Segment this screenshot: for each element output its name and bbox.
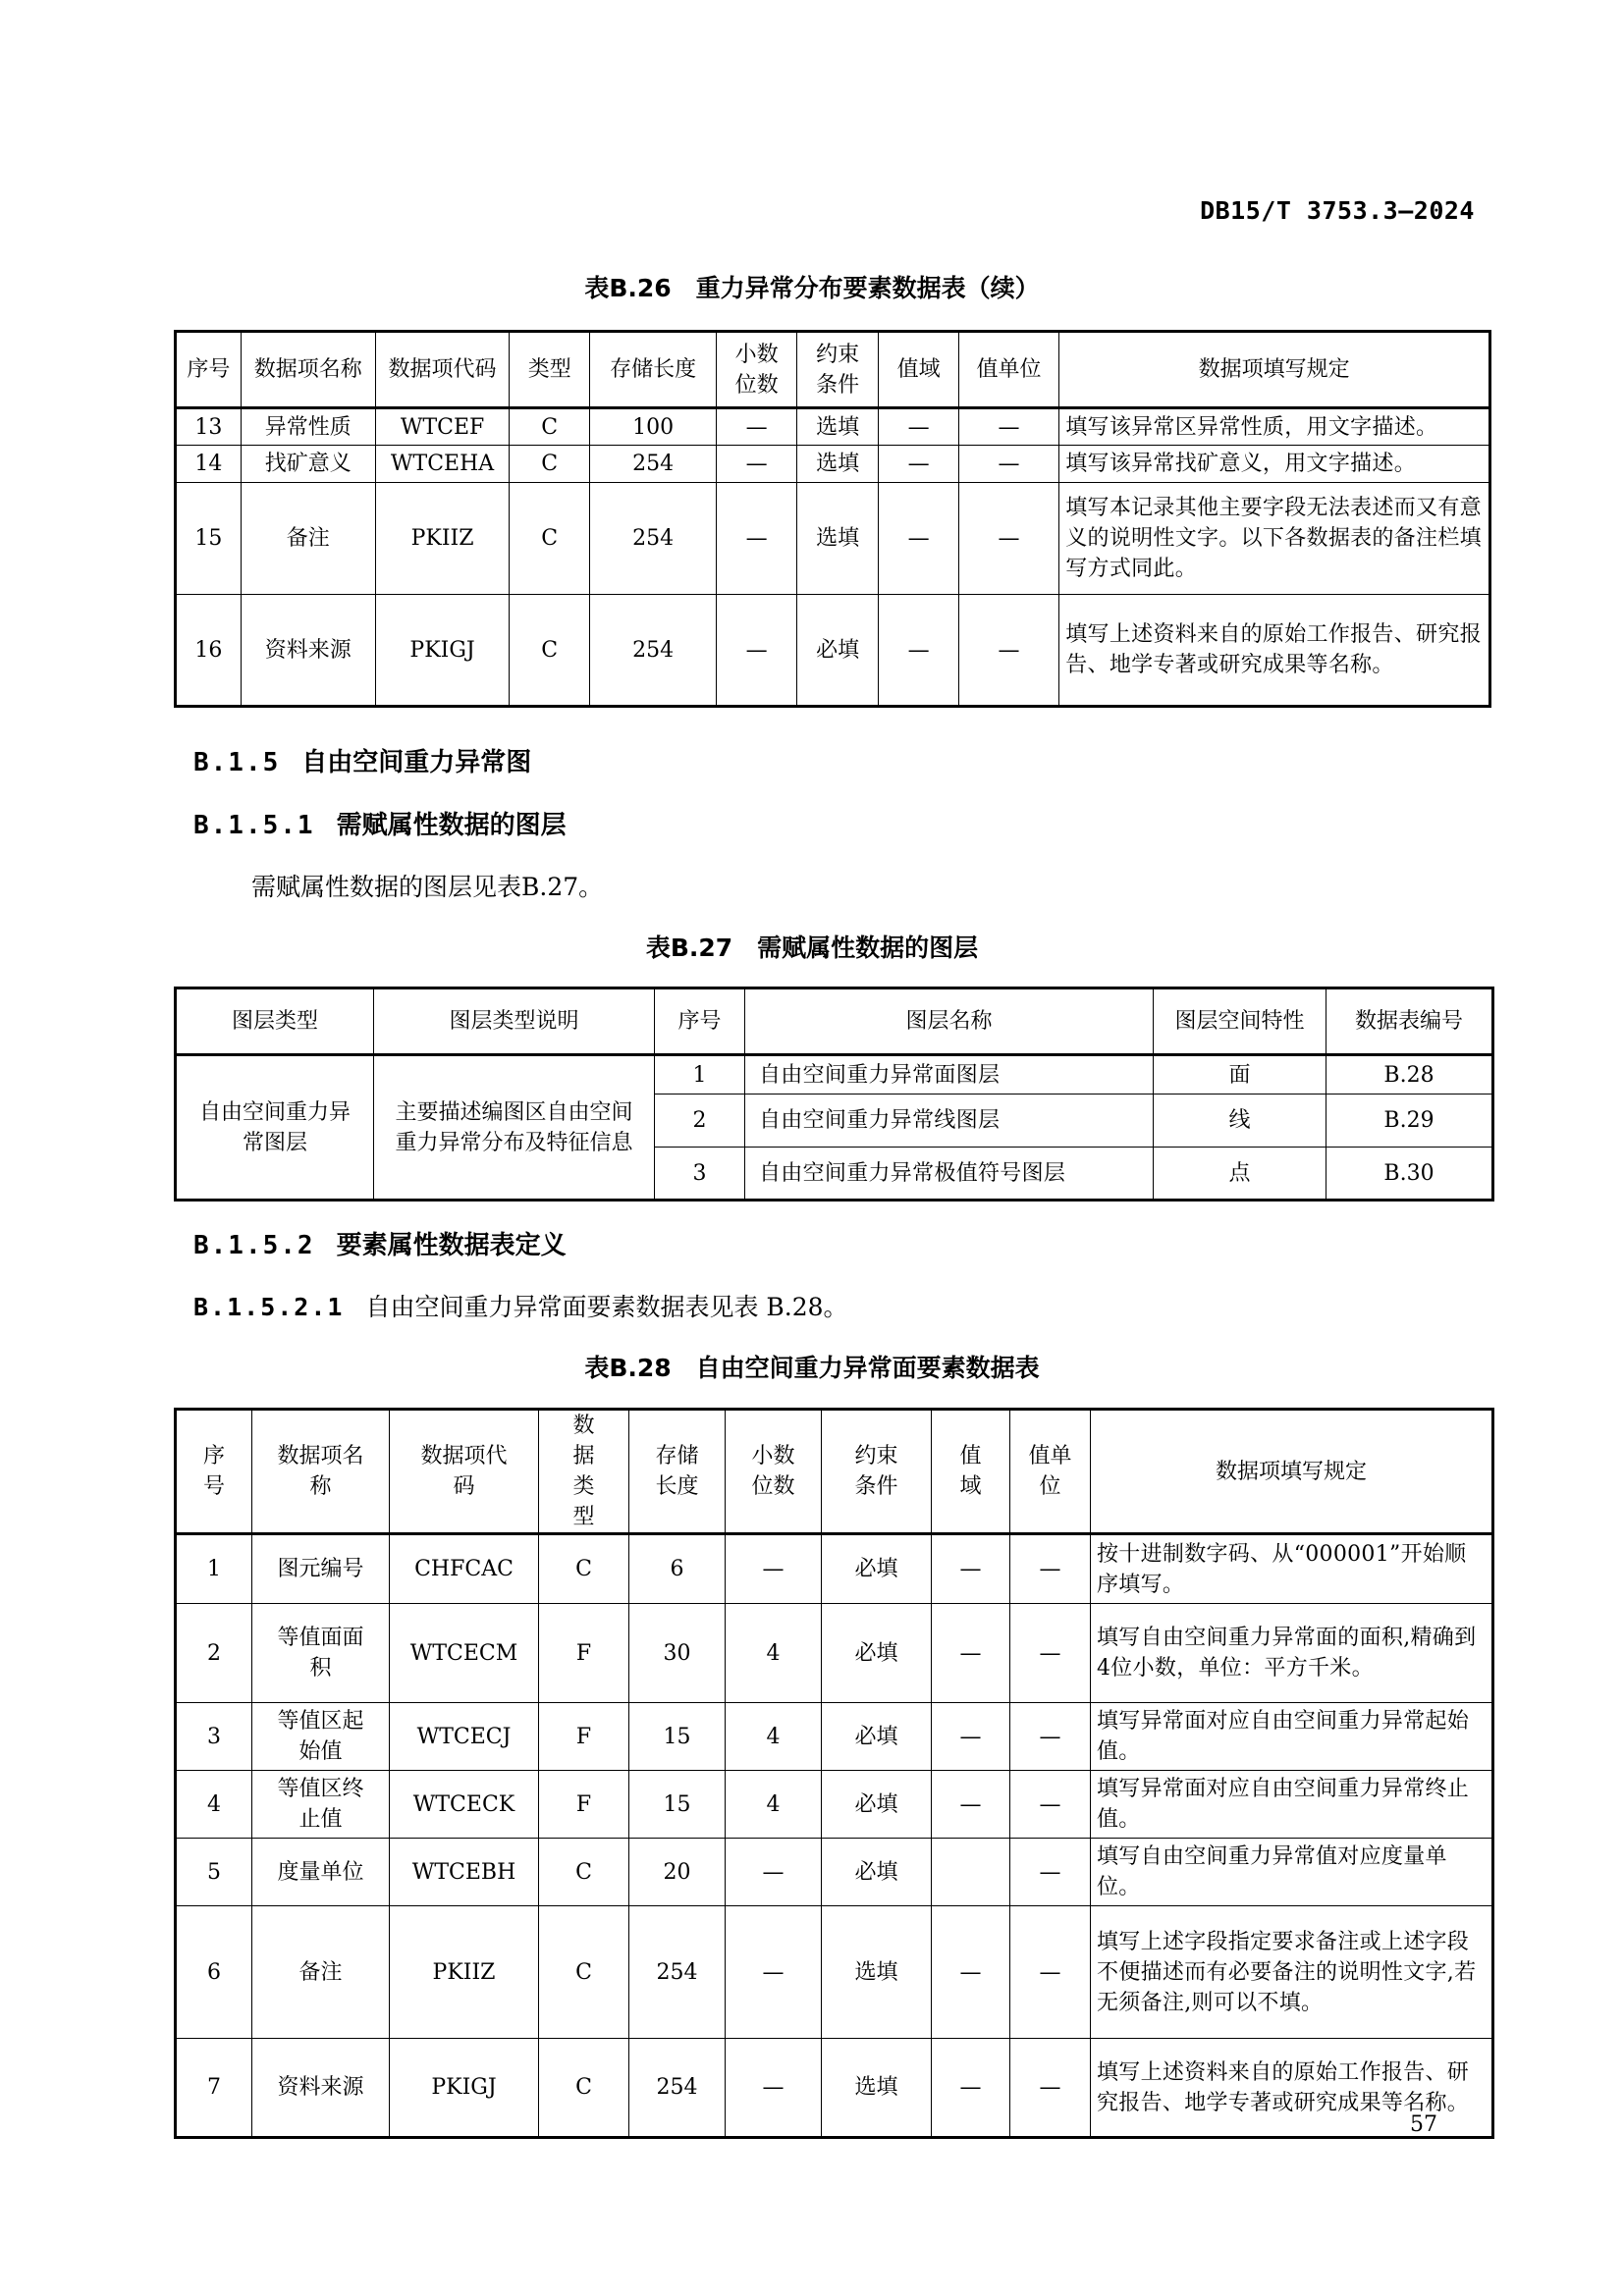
cell-unit: — xyxy=(958,446,1058,483)
table-row xyxy=(176,1534,1493,1604)
table-row xyxy=(176,2039,1493,2138)
table-b28-caption: 表B.28 自由空间重力异常面要素数据表 xyxy=(584,1354,1040,1382)
cell-decimals: — xyxy=(717,483,796,595)
cell-range: — xyxy=(932,1534,1010,1604)
cell-range: — xyxy=(879,595,958,707)
table-row xyxy=(176,408,1490,446)
col-header: 数据项填写规定 xyxy=(1091,1410,1493,1534)
cell-constraint: 选填 xyxy=(822,2039,932,2138)
cell-code: WTCEF xyxy=(375,408,510,446)
cell-name: 资料来源 xyxy=(252,2039,390,2138)
cell-name: 等值区起始值 xyxy=(252,1703,390,1771)
col-header: 数据表编号 xyxy=(1326,988,1493,1055)
cell-range xyxy=(932,1839,1010,1906)
cell-range: — xyxy=(932,1906,1010,2039)
cell-type: C xyxy=(510,446,589,483)
cell-decimals: — xyxy=(717,408,796,446)
cell-constraint: 必填 xyxy=(822,1534,932,1604)
col-header: 值单位 xyxy=(1010,1410,1091,1534)
cell-layer-type: 自由空间重力异常图层 xyxy=(176,1055,374,1201)
col-header: 序号 xyxy=(176,1410,252,1534)
cell-length: 100 xyxy=(589,408,717,446)
cell-rule: 填写自由空间重力异常面的面积,精确到4位小数，单位：平方千米。 xyxy=(1091,1604,1493,1703)
table-row xyxy=(176,446,1490,483)
col-header: 数据项名称 xyxy=(241,332,375,408)
col-header: 序号 xyxy=(655,988,745,1055)
cell-no: 4 xyxy=(176,1771,252,1839)
cell-constraint: 选填 xyxy=(796,408,879,446)
cell-range: — xyxy=(879,408,958,446)
cell-name: 图元编号 xyxy=(252,1534,390,1604)
cell-unit: — xyxy=(958,483,1058,595)
cell-type: C xyxy=(510,595,589,707)
col-header: 图层类型说明 xyxy=(374,988,655,1055)
cell-layer-name: 自由空间重力异常线图层 xyxy=(745,1095,1154,1148)
cell-rule: 按十进制数字码、从“000001”开始顺序填写。 xyxy=(1091,1534,1493,1604)
cell-constraint: 选填 xyxy=(796,483,879,595)
cell-range: — xyxy=(932,1604,1010,1703)
cell-constraint: 必填 xyxy=(796,595,879,707)
cell-code: PKIGJ xyxy=(375,595,510,707)
col-header: 值单位 xyxy=(958,332,1058,408)
col-header: 数据类型 xyxy=(539,1410,629,1534)
cell-type: C xyxy=(510,483,589,595)
cell-code: PKIIZ xyxy=(390,1906,539,2039)
cell-no: 3 xyxy=(655,1148,745,1201)
cell-spatial: 面 xyxy=(1154,1055,1326,1095)
table-header-row xyxy=(176,988,1493,1055)
cell-type: C xyxy=(539,1534,629,1604)
col-header: 小数位数 xyxy=(717,332,796,408)
cell-rule: 填写上述资料来自的原始工作报告、研究报告、地学专著或研究成果等名称。 xyxy=(1091,2039,1493,2138)
cell-code: PKIGJ xyxy=(390,2039,539,2138)
table-row xyxy=(176,483,1490,595)
table-row xyxy=(176,1906,1493,2039)
body-paragraph xyxy=(193,1288,848,1323)
cell-name: 异常性质 xyxy=(241,408,375,446)
col-header: 图层名称 xyxy=(745,988,1154,1055)
cell-length: 15 xyxy=(629,1771,726,1839)
table-b27 xyxy=(174,987,1494,1201)
cell-unit: — xyxy=(1010,1604,1091,1703)
cell-type: F xyxy=(539,1703,629,1771)
col-header: 序号 xyxy=(176,332,242,408)
cell-name: 等值区终止值 xyxy=(252,1771,390,1839)
col-header: 数据项填写规定 xyxy=(1059,332,1490,408)
section-title: 自由空间重力异常图 xyxy=(301,748,532,777)
subsection-heading xyxy=(193,805,567,841)
cell-constraint: 选填 xyxy=(796,446,879,483)
body-paragraph: 需赋属性数据的图层见表B.27。 xyxy=(251,873,604,901)
col-header: 存储长度 xyxy=(589,332,717,408)
table-row xyxy=(176,1703,1493,1771)
cell-name: 备注 xyxy=(252,1906,390,2039)
section-number: B.1.5.2 xyxy=(193,1231,315,1260)
section-heading xyxy=(193,742,531,778)
cell-name: 度量单位 xyxy=(252,1839,390,1906)
cell-table-no: B.30 xyxy=(1326,1148,1493,1201)
cell-range: — xyxy=(932,1771,1010,1839)
cell-layer-desc: 主要描述编图区自由空间重力异常分布及特征信息 xyxy=(374,1055,655,1201)
cell-no: 1 xyxy=(655,1055,745,1095)
cell-constraint: 选填 xyxy=(822,1906,932,2039)
col-header: 图层空间特性 xyxy=(1154,988,1326,1055)
table-b28 xyxy=(174,1408,1494,2139)
cell-rule: 填写该异常区异常性质，用文字描述。 xyxy=(1059,408,1490,446)
cell-no: 6 xyxy=(176,1906,252,2039)
cell-no: 13 xyxy=(176,408,242,446)
cell-type: C xyxy=(539,1839,629,1906)
cell-unit: — xyxy=(1010,1771,1091,1839)
cell-code: WTCECM xyxy=(390,1604,539,1703)
cell-length: 254 xyxy=(589,446,717,483)
cell-rule: 填写上述字段指定要求备注或上述字段不便描述而有必要备注的说明性文字,若无须备注,则可以不填。 xyxy=(1091,1906,1493,2039)
table-row xyxy=(176,595,1490,707)
cell-rule: 填写本记录其他主要字段无法表述而又有意义的说明性文字。以下各数据表的备注栏填写方式同此。 xyxy=(1059,483,1490,595)
cell-decimals: 4 xyxy=(726,1771,822,1839)
cell-constraint: 必填 xyxy=(822,1703,932,1771)
cell-name: 等值面面积 xyxy=(252,1604,390,1703)
col-header: 值域 xyxy=(879,332,958,408)
col-header: 数据项名称 xyxy=(252,1410,390,1534)
cell-length: 254 xyxy=(629,2039,726,2138)
cell-decimals: 4 xyxy=(726,1604,822,1703)
cell-type: C xyxy=(510,408,589,446)
col-header: 图层类型 xyxy=(176,988,374,1055)
table-row xyxy=(176,1839,1493,1906)
col-header: 约束条件 xyxy=(796,332,879,408)
cell-decimals: 4 xyxy=(726,1703,822,1771)
cell-table-no: B.29 xyxy=(1326,1095,1493,1148)
cell-no: 7 xyxy=(176,2039,252,2138)
cell-code: WTCEHA xyxy=(375,446,510,483)
cell-constraint: 必填 xyxy=(822,1839,932,1906)
section-title: 需赋属性数据的图层 xyxy=(336,811,567,840)
table-row xyxy=(176,1055,1493,1095)
col-header: 数据项代码 xyxy=(375,332,510,408)
cell-no: 2 xyxy=(655,1095,745,1148)
cell-constraint: 必填 xyxy=(822,1604,932,1703)
col-header: 存储长度 xyxy=(629,1410,726,1534)
cell-unit: — xyxy=(1010,1906,1091,2039)
subsection-heading xyxy=(193,1225,567,1261)
cell-rule: 填写异常面对应自由空间重力异常终止值。 xyxy=(1091,1771,1493,1839)
cell-unit: — xyxy=(1010,1839,1091,1906)
cell-decimals: — xyxy=(726,2039,822,2138)
cell-unit: — xyxy=(1010,1534,1091,1604)
cell-no: 5 xyxy=(176,1839,252,1906)
col-header: 约束条件 xyxy=(822,1410,932,1534)
cell-rule: 填写该异常找矿意义，用文字描述。 xyxy=(1059,446,1490,483)
cell-type: C xyxy=(539,2039,629,2138)
cell-type: C xyxy=(539,1906,629,2039)
cell-rule: 填写异常面对应自由空间重力异常起始值。 xyxy=(1091,1703,1493,1771)
cell-no: 15 xyxy=(176,483,242,595)
col-header: 类型 xyxy=(510,332,589,408)
cell-no: 2 xyxy=(176,1604,252,1703)
cell-unit: — xyxy=(1010,1703,1091,1771)
cell-range: — xyxy=(879,483,958,595)
clause-number: B.1.5.2.1 xyxy=(193,1293,345,1321)
section-number: B.1.5 xyxy=(193,748,281,777)
cell-type: F xyxy=(539,1771,629,1839)
table-b26-caption: 表B.26 重力异常分布要素数据表（续） xyxy=(584,274,1040,302)
cell-spatial: 线 xyxy=(1154,1095,1326,1148)
cell-length: 20 xyxy=(629,1839,726,1906)
cell-no: 3 xyxy=(176,1703,252,1771)
cell-rule: 填写上述资料来自的原始工作报告、研究报告、地学专著或研究成果等名称。 xyxy=(1059,595,1490,707)
cell-decimals: — xyxy=(726,1839,822,1906)
section-number: B.1.5.1 xyxy=(193,811,315,840)
col-header: 数据项代码 xyxy=(390,1410,539,1534)
table-header-row xyxy=(176,332,1490,408)
cell-constraint: 必填 xyxy=(822,1771,932,1839)
section-title: 要素属性数据表定义 xyxy=(336,1231,567,1260)
cell-code: WTCECK xyxy=(390,1771,539,1839)
cell-code: WTCECJ xyxy=(390,1703,539,1771)
cell-table-no: B.28 xyxy=(1326,1055,1493,1095)
table-header-row xyxy=(176,1410,1493,1534)
cell-unit: — xyxy=(1010,2039,1091,2138)
cell-length: 15 xyxy=(629,1703,726,1771)
cell-spatial: 点 xyxy=(1154,1148,1326,1201)
cell-rule: 填写自由空间重力异常值对应度量单位。 xyxy=(1091,1839,1493,1906)
cell-name: 资料来源 xyxy=(241,595,375,707)
cell-range: — xyxy=(932,1703,1010,1771)
table-b26 xyxy=(174,330,1491,708)
cell-unit: — xyxy=(958,595,1058,707)
cell-code: WTCEBH xyxy=(390,1839,539,1906)
standard-code: DB15/T 3753.3—2024 xyxy=(1200,196,1475,225)
cell-range: — xyxy=(879,446,958,483)
table-row xyxy=(176,1771,1493,1839)
cell-decimals: — xyxy=(717,446,796,483)
cell-decimals: — xyxy=(717,595,796,707)
cell-no: 14 xyxy=(176,446,242,483)
table-b27-caption: 表B.27 需赋属性数据的图层 xyxy=(645,934,979,962)
cell-length: 254 xyxy=(589,595,717,707)
cell-length: 6 xyxy=(629,1534,726,1604)
cell-code: PKIIZ xyxy=(375,483,510,595)
cell-code: CHFCAC xyxy=(390,1534,539,1604)
cell-length: 254 xyxy=(589,483,717,595)
clause-text: 自由空间重力异常面要素数据表见表 B.28。 xyxy=(365,1293,848,1321)
cell-length: 30 xyxy=(629,1604,726,1703)
page-number: 57 xyxy=(1410,2112,1437,2137)
cell-name: 备注 xyxy=(241,483,375,595)
cell-name: 找矿意义 xyxy=(241,446,375,483)
col-header: 值域 xyxy=(932,1410,1010,1534)
cell-no: 16 xyxy=(176,595,242,707)
cell-layer-name: 自由空间重力异常面图层 xyxy=(745,1055,1154,1095)
cell-layer-name: 自由空间重力异常极值符号图层 xyxy=(745,1148,1154,1201)
cell-type: F xyxy=(539,1604,629,1703)
cell-decimals: — xyxy=(726,1534,822,1604)
cell-length: 254 xyxy=(629,1906,726,2039)
cell-no: 1 xyxy=(176,1534,252,1604)
cell-unit: — xyxy=(958,408,1058,446)
cell-decimals: — xyxy=(726,1906,822,2039)
col-header: 小数位数 xyxy=(726,1410,822,1534)
cell-range: — xyxy=(932,2039,1010,2138)
table-row xyxy=(176,1604,1493,1703)
